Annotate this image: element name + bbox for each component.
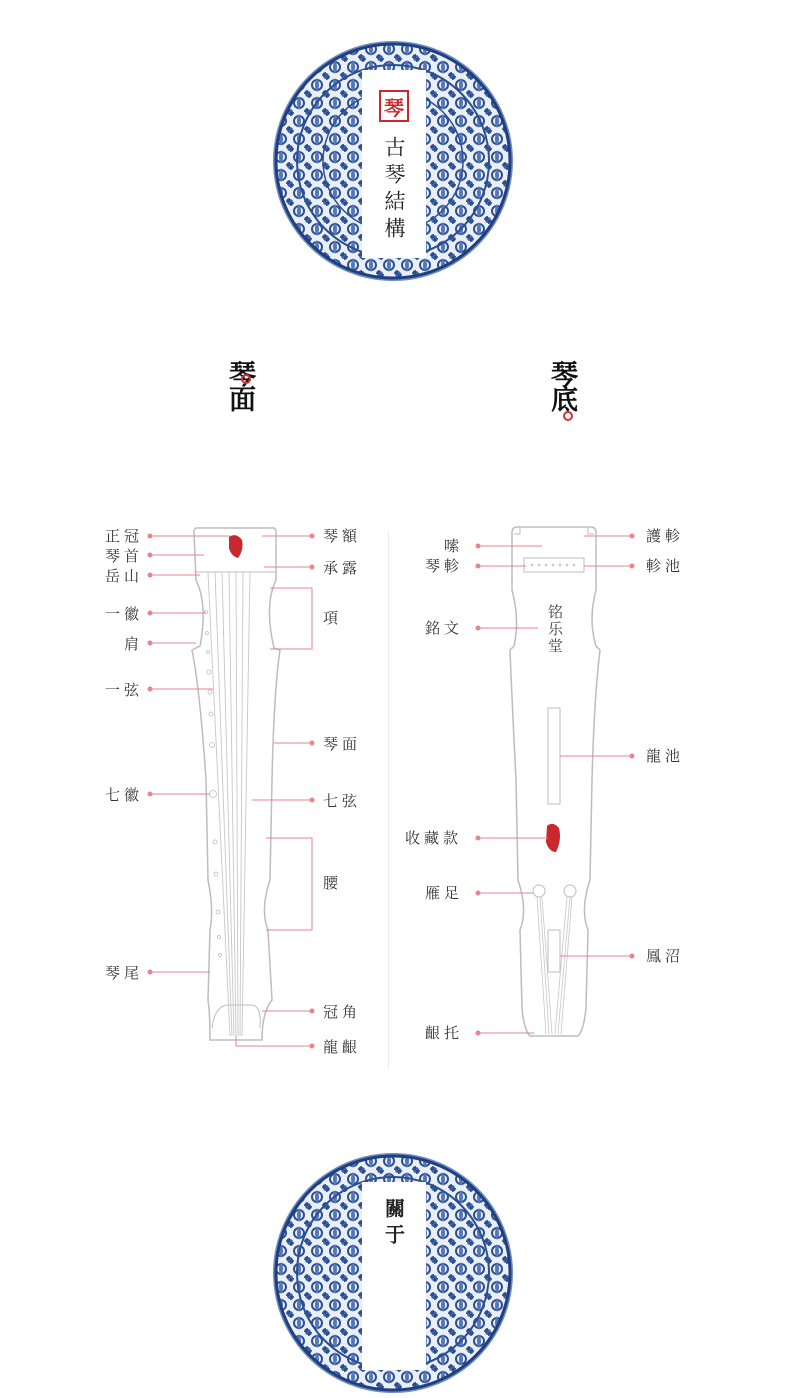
strings: [208, 572, 250, 1036]
label-long-chi: 龍池: [646, 747, 685, 765]
inscription-text: 铭乐堂: [546, 604, 564, 655]
face-leader-lines: [148, 534, 314, 1048]
label-xiang: 項: [323, 609, 343, 627]
long-chi-slot: [548, 708, 560, 804]
label-qin-mian: 琴面: [323, 735, 362, 753]
face-view: [148, 528, 314, 1048]
collection-seal-mark-icon: [546, 824, 560, 852]
feng-zhao-slot: [548, 930, 560, 972]
label-qin-e: 琴額: [323, 527, 362, 545]
footer-label-panel: [362, 1182, 426, 1370]
label-qi-hui: 七徽: [105, 786, 144, 804]
label-jian: 肩: [124, 635, 144, 653]
label-sou: 嗦: [444, 537, 464, 555]
label-zheng-guan: 正冠: [105, 527, 144, 545]
label-long-yin: 龍齦: [323, 1038, 362, 1056]
label-yi-hui: 一徽: [105, 605, 144, 623]
label-yi-xian: 一弦: [105, 681, 144, 699]
hui-markers: [205, 611, 222, 957]
label-yao: 腰: [323, 874, 343, 892]
footer-title: 關于: [381, 1198, 406, 1250]
label-hu-zhen: 護軫: [646, 527, 685, 545]
label-ming-wen: 銘文: [425, 619, 464, 637]
label-zhen-chi: 軫池: [646, 557, 685, 575]
face-section-title: 琴面: [224, 360, 255, 410]
label-qin-wei: 琴尾: [105, 964, 144, 982]
bottom-section-title: 琴底: [546, 360, 577, 410]
label-cheng-lu: 承露: [323, 559, 362, 577]
bottom-title-dot-icon: [563, 411, 573, 421]
footer-plate: [272, 1152, 514, 1394]
label-shou-cang-kuan: 收藏款: [405, 829, 463, 847]
label-yan-zu: 雁足: [425, 884, 464, 902]
seal-stamp-icon: 琴: [379, 90, 409, 122]
label-qi-xian: 七弦: [323, 792, 362, 810]
label-qin-shou: 琴首: [105, 547, 144, 565]
label-qin-zhen: 琴軫: [425, 557, 464, 575]
page-title: 古琴結構: [382, 136, 406, 244]
label-yin-tuo: 齦托: [425, 1024, 464, 1042]
label-guan-jiao: 冠角: [323, 1003, 362, 1021]
yan-zu-right: [564, 885, 576, 897]
header-label-panel: [362, 70, 426, 258]
face-seal-mark-icon: [229, 535, 243, 558]
label-yue-shan: 岳山: [105, 567, 144, 585]
yan-zu-left: [533, 885, 545, 897]
header-plate: [272, 40, 514, 282]
label-feng-zhao: 鳳沼: [646, 947, 685, 965]
face-title-dot-icon: [241, 374, 251, 384]
